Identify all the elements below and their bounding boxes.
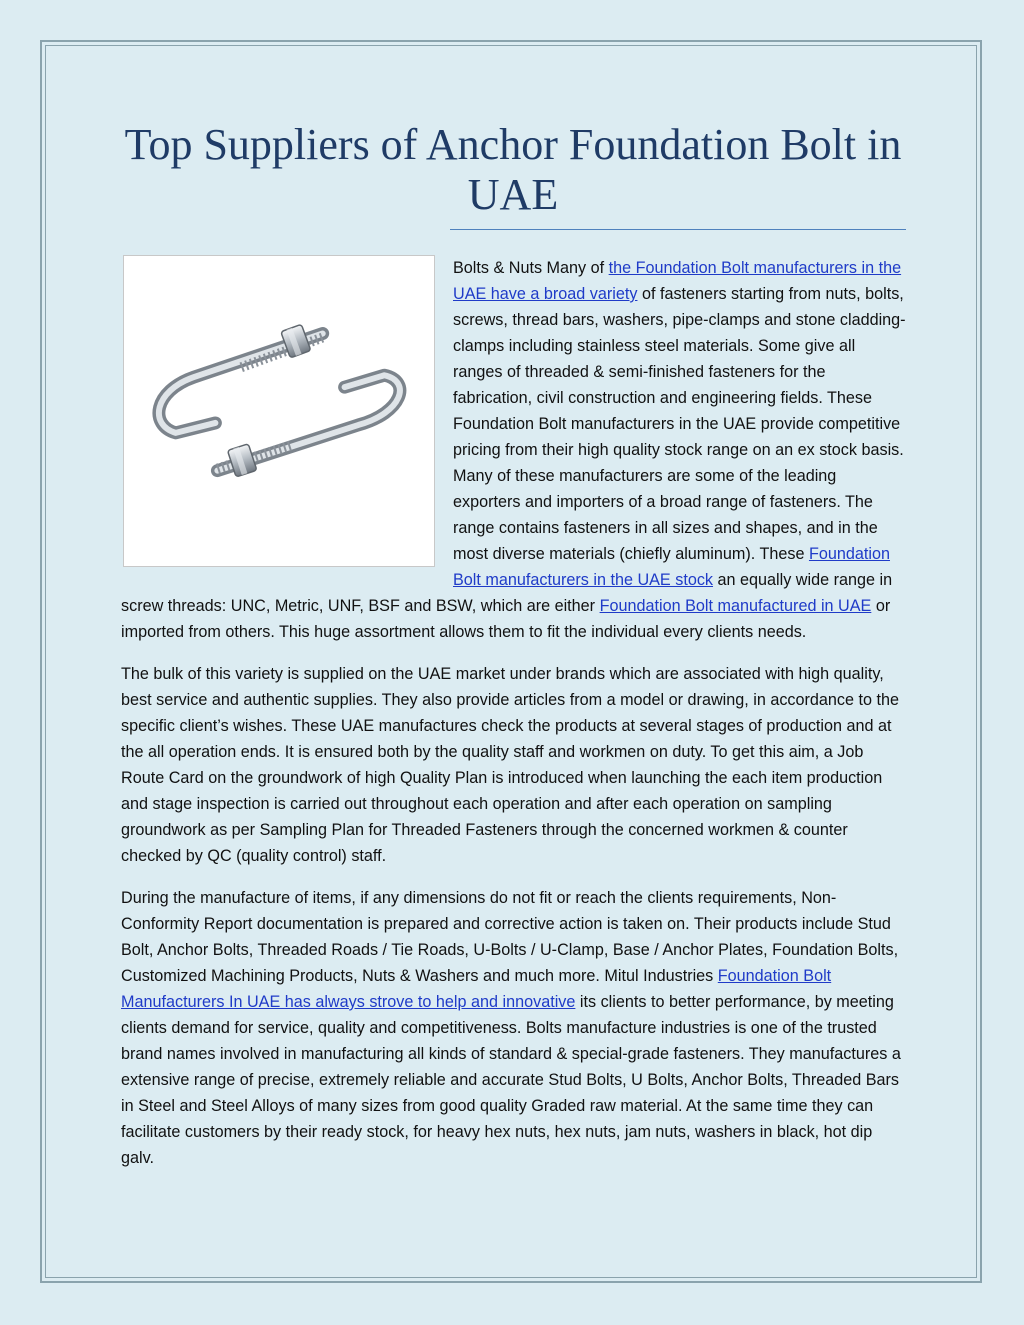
paragraph-2: The bulk of this variety is supplied on the UAE market under brands which are associated with high quality, best service and authentic supplies. They also provide articles from a model or drawing, in accordance to the specific client’s wishes. These UAE manufactures check the products at several stages of production and at the all operation ends. It is ensured both by the quality staff and workmen on duty. To get this aim, a Job Route Card on the groundwork of high Quality Plan is introduced when launching the each item production and stage inspection is carried out throughout each operation and after each operation on sampling groundwork as per Sampling Plan for Threaded Fasteners through the concerned workmen & counter checked by QC (quality control) staff. xyxy=(121,665,900,865)
link-uae-stock[interactable]: Foundation Bolt manufacturers in the UAE stock xyxy=(453,545,890,589)
paragraph-3: During the manufacture of items, if any dimensions do not fit or reach the clients requirements, Non-Conformity Report documentation is prepared and corrective action is taken on. Their products include Stud Bolt, Anchor Bolts, Threaded Roads / Tie Roads, U-Bolts / U-Clamp, Base / Anchor Plates, Foundation Bolts, Customized Machining Products, Nuts & Washers and much more. Mitul Industries Foundation Bolt Manufacturers In UAE has always strove to help and innovative its clients to better performance, by meeting clients demand for service, quality and competitiveness. Bolts manufacture industries is one of the trusted brand names involved in manufacturing all kinds of standard & special-grade fasteners. They manufactures a extensive range of precise, extremely reliable and accurate Stud Bolts, U Bolts, Anchor Bolts, Threaded Bars in Steel and Steel Alloys of many sizes from good quality Graded raw material. At the same time they can facilitate customers by their ready stock, for heavy hex nuts, hex nuts, jam nuts, washers in black, hot dip galv. xyxy=(121,889,901,1167)
link-manufactured-in-uae[interactable]: Foundation Bolt manufactured in UAE xyxy=(599,597,872,615)
paragraph-1: Bolts & Nuts Many of the Foundation Bolt manufacturers in the UAE have a broad variety of fasteners starting from nuts, bolts, screws, thread bars, washers, pipe-clamps and stone cladding-clamps including stainless steel materials. Some give all ranges of threaded & semi-finished fasteners for the fabrication, civil construction and engineering fields. These Foundation Bolt manufacturers in the UAE provide competitive pricing from their high quality stock range on an ex stock basis. Many of these manufacturers are some of the leading exporters and importers of a broad range of fasteners. The range contains fasteners in all sizes and shapes, and in the most diverse materials (chiefly aluminum). These Foundation Bolt manufacturers in the UAE stock an equally wide range in screw threads: UNC, Metric, UNF, BSF and BSW, which are either Foundation Bolt manufactured in UAE or imported from others. This huge assortment allows them to fit the individual every clients needs. xyxy=(121,259,906,641)
page-title: Top Suppliers of Anchor Foundation Bolt in UAE xyxy=(124,120,902,219)
title-underline xyxy=(450,229,906,230)
product-image xyxy=(123,255,435,567)
u-bolt-illustration xyxy=(124,256,434,566)
u-bolt-1 xyxy=(159,324,323,433)
article-body xyxy=(121,255,906,1187)
link-manufacturers-in-uae[interactable]: Foundation Bolt Manufacturers In UAE has always strove to help and innovative xyxy=(121,967,832,1011)
u-bolt-2 xyxy=(217,375,400,477)
link-foundation-bolt-manufacturers[interactable]: the Foundation Bolt manufacturers in the UAE have a broad variety xyxy=(453,259,902,303)
